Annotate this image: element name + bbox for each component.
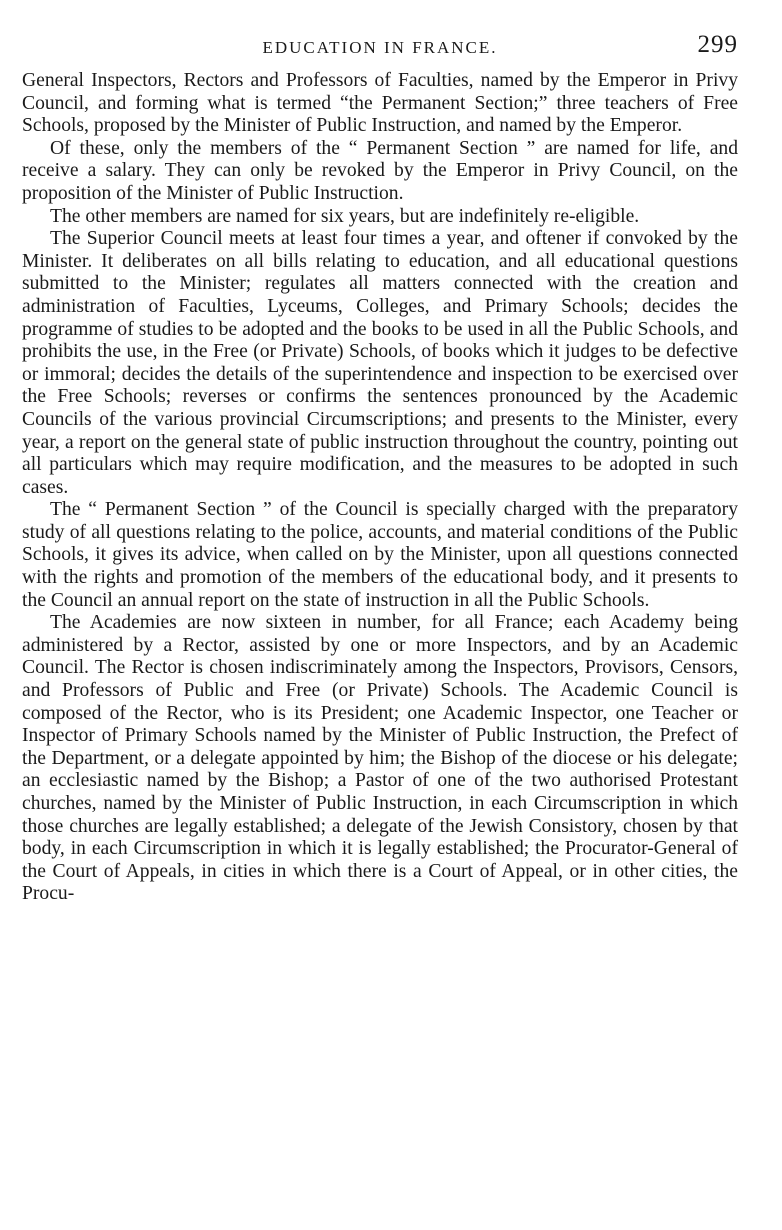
paragraph-permanent-section-duties: The “ Permanent Section ” of the Council is specially charged with the preparatory study of all questions relating to the police, accounts, and material conditions of the Public Schools, it gives its advice, when called on by the Minister, upon all questions connected with the rights and promotion of the members of the educational body, and it presents to the Council an annual report on the state of instruction in all the Public Schools. [22, 499, 738, 611]
paragraph-permanent-section-life: Of these, only the members of the “ Permanent Section ” are named for life, and receive a salary. They can only be revoked by the Emperor in Privy Council, on the proposition of the Minister of Public Instruction. [22, 137, 738, 204]
running-head [22, 30, 738, 70]
page-number: 299 [697, 31, 738, 58]
body-text [22, 70, 738, 906]
book-page [22, 30, 738, 906]
paragraph-other-members: The other members are named for six years, but are indefinitely re-eligible. [50, 205, 640, 227]
paragraph-continuation: General Inspectors, Rectors and Professors of Faculties, named by the Emperor in Privy Council, and forming what is termed “the Permanent Section;” three teachers of Free Schools, proposed by the Minister of Public Instruction, and named by the Emperor. [22, 70, 738, 137]
paragraph-academies: The Academies are now sixteen in number, for all France; each Academy being administered by a Rector, assisted by one or more Inspectors, and by an Academic Council. The Rector is chosen indiscriminately among the Inspectors, Provisors, Censors, and Professors of Public and Free (or Private) Schools. The Academic Council is composed of the Rector, who is its President; one Academic Inspector, one Teacher or Inspector of Primary Schools named by the Minister of Public Instruction, the Prefect of the Department, or a delegate appointed by him; the Bishop of the diocese or his delegate; an ecclesiastic named by the Bishop; a Pastor of one of the two authorised Protestant churches, named by the Minister of Public Instruction, in each Circumscription in which those churches are legally established; a delegate of the Jewish Consistory, chosen by that body, in each Circumscription in which it is legally established; the Procurator-General of the Court of Appeals, in cities in which there is a Court of Appeal, or in other cities, the Procu- [22, 612, 738, 905]
running-title: EDUCATION IN FRANCE. [262, 38, 498, 57]
paragraph-superior-council: The Superior Council meets at least four times a year, and oftener if convoked by the Minister. It deliberates on all bills relating to education, and all educational questions submitted to the Minister; regulates all matters connected with the creation and administration of Faculties, Lyceums, Colleges, and Primary Schools; decides the programme of studies to be adopted and the books to be used in all the Public Schools, and prohibits the use, in the Free (or Private) Schools, of books which it judges to be defective or immoral; decides the details of the superintendence and inspection to be exercised over the Free Schools; reverses or confirms the sentences pronounced by the Academic Councils of the various provincial Circumscriptions; and presents to the Minister, every year, a report on the general state of public instruction throughout the country, pointing out all particulars which may require modification, and the measures to be adopted in such cases. [22, 228, 738, 498]
